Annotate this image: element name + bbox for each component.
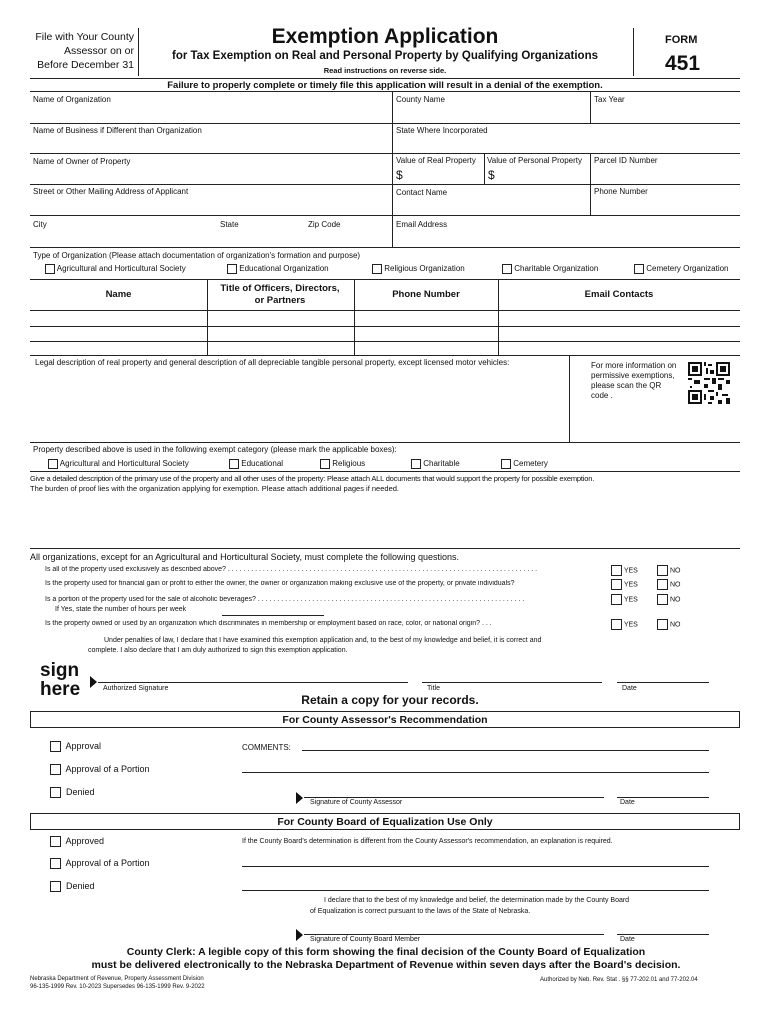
county-name-field[interactable]: County Name [396, 95, 445, 104]
hours-per-week-label: If Yes, state the number of hours per week [55, 606, 187, 613]
file-with-line1: File with Your County [35, 31, 134, 43]
board-explanation-line-2[interactable] [242, 890, 709, 891]
checkbox[interactable] [657, 579, 668, 590]
q1-no[interactable]: NO [657, 565, 680, 576]
declaration-text: Under penalties of law, I declare that I have examined this exemption application and, to the best of my knowledge and belief, it is correct and complete. I also declare that I am duly authorized to sign this exemption application. [88, 637, 542, 654]
board-signature-line[interactable] [304, 934, 604, 935]
org-type-agricultural[interactable]: Agricultural and Horticultural Society [45, 264, 186, 274]
exempt-category-label: Property described above is used in the following exempt category (please mark the applicable boxes): [33, 445, 397, 454]
q4-yes[interactable]: YES [611, 619, 638, 630]
checkbox[interactable] [227, 264, 237, 274]
assessor-heading: For County Assessor's Recommendation [30, 711, 740, 728]
officers-col-phone: Phone Number [392, 289, 460, 300]
header-divider-right [633, 28, 634, 76]
value-personal-field[interactable]: Value of Personal Property [487, 156, 583, 165]
officers-col-email: Email Contacts [584, 289, 654, 300]
checkbox[interactable] [50, 741, 61, 752]
org-type-educational[interactable]: Educational Organization [227, 264, 329, 274]
header-divider-left [138, 28, 139, 76]
page-title: Exemption Application [271, 25, 499, 48]
checkbox[interactable] [501, 459, 511, 469]
category-charitable[interactable]: Charitable [411, 459, 460, 469]
value-personal-dollar: $ [488, 168, 495, 182]
authorized-signature-label: Authorized Signature [103, 685, 169, 692]
org-type-cemetery[interactable]: Cemetery Organization [634, 264, 729, 274]
footer-authority: Authorized by Neb. Rev. Stat . §§ 77-202.01 and 77-202.04 [540, 977, 698, 983]
checkbox[interactable] [611, 594, 622, 605]
checkbox[interactable] [657, 565, 668, 576]
page-subtitle: for Tax Exemption on Real and Personal Property by Qualifying Organizations [171, 50, 598, 62]
checkbox[interactable] [50, 836, 61, 847]
checkbox[interactable] [50, 764, 61, 775]
checkbox[interactable] [45, 264, 55, 274]
board-date-line[interactable] [617, 934, 709, 935]
board-denied[interactable]: Denied [50, 881, 95, 892]
checkbox[interactable] [657, 619, 668, 630]
sign-date-line[interactable] [617, 682, 709, 683]
title-line[interactable] [422, 682, 602, 683]
checkbox[interactable] [229, 459, 239, 469]
footer-dept: Nebraska Department of Revenue, Property Assessment Division [30, 976, 204, 982]
footer-revision: 96-135-1999 Rev. 10-2023 Supersedes 96-135-1999 Rev. 9-2022 [30, 984, 205, 990]
category-agricultural[interactable]: Agricultural and Horticultural Society [48, 459, 189, 469]
form-label: FORM [665, 34, 698, 46]
sign-label: sign here [40, 660, 81, 700]
checkbox[interactable] [611, 579, 622, 590]
retain-copy-note: Retain a copy for your records. [301, 693, 479, 707]
email-address-field[interactable]: Email Address [396, 220, 448, 229]
assessor-approval[interactable]: Approval [50, 741, 101, 752]
assessor-signature-line[interactable] [304, 797, 604, 798]
question-4: Is the property owned or used by an organization which discriminates in membership or employment based on race, color, or national origin? . . . [45, 620, 492, 627]
board-heading: For County Board of Equalization Use Only [30, 813, 740, 830]
question-2: Is the property used for financial gain or profit to either the owner, the owner or organization making exclusive use of the property, or private individuals? [45, 580, 515, 587]
board-approved[interactable]: Approved [50, 836, 104, 847]
legal-description-field[interactable]: Legal description of real property and general description of all depreciable tangible personal property, except licensed motor vehicles: [35, 358, 510, 367]
checkbox[interactable] [50, 858, 61, 869]
board-explanation-line-1[interactable] [242, 866, 709, 867]
officers-col-title: Title of Officers, Directors, or Partners [220, 283, 340, 306]
county-clerk-notice: County Clerk: A legible copy of this form showing the final decision of the County Board of Equalization must be delivered electronically to the Nebraska Department of Revenue within seven days after the Board's decision. [91, 946, 681, 971]
q3-no[interactable]: NO [657, 594, 680, 605]
hours-per-week-input[interactable] [222, 615, 324, 616]
street-address-field[interactable]: Street or Other Mailing Address of Applicant [33, 187, 189, 196]
assessor-arrow-icon [296, 792, 303, 804]
file-with-line2: Assessor on or [63, 45, 134, 57]
question-3: Is a portion of the property used for the sale of alcoholic beverages? . . . . . . . . . . . . . . . . . . . . . . . . . . . . . . . . . . . . . . . . . . . . . . . . . . . . . . . . . . . . . . . . . . . . . [45, 596, 525, 603]
category-religious[interactable]: Religious [320, 459, 365, 469]
assessor-denied[interactable]: Denied [50, 787, 95, 798]
q2-no[interactable]: NO [657, 579, 680, 590]
sign-arrow-icon [90, 676, 97, 688]
file-with-note [30, 30, 134, 72]
org-name-field[interactable]: Name of Organization [33, 95, 111, 104]
assessor-comments-label: COMMENTS: [242, 743, 291, 752]
q1-yes[interactable]: YES [611, 565, 638, 576]
question-1: Is all of the property used exclusively as described above? . . . . . . . . . . . . . . . . . . . . . . . . . . . . . . . . . . . . . . . . . . . . . . . . . . . . . . . . . . . . . . . . . . . . . . . . . . . . . . . . [45, 566, 538, 573]
checkbox[interactable] [48, 459, 58, 469]
owner-name-field[interactable]: Name of Owner of Property [33, 157, 131, 166]
checkbox[interactable] [657, 594, 668, 605]
business-name-field[interactable]: Name of Business if Different than Organization [33, 126, 202, 135]
sign-date-label: Date [622, 685, 637, 692]
officers-col-name: Name [105, 289, 132, 300]
org-type-religious[interactable]: Religious Organization [372, 264, 465, 274]
assessor-date-label: Date [620, 799, 635, 806]
authorized-signature-line[interactable] [98, 682, 408, 683]
board-declaration: I declare that to the best of my knowledge and belief, the determination made by the County Board of Equalization is correct pursuant to the laws of the State of Nebraska. [310, 897, 630, 915]
title-label: Title [427, 685, 440, 692]
read-instructions: Read instructions on reverse side. [323, 66, 447, 75]
assessor-comments-line-1[interactable] [302, 750, 709, 751]
checkbox[interactable] [502, 264, 512, 274]
assessor-date-line[interactable] [617, 797, 709, 798]
value-real-field[interactable]: Value of Real Property [396, 156, 476, 165]
checkbox[interactable] [50, 881, 61, 892]
use-description-field[interactable]: Give a detailed description of the primary use of the property and all other uses of the property: Please attach ALL documents that would support the property for possible exemption. The burden of proof lies with the organization applying for exemption. Please attach additional pages if needed. [30, 474, 595, 493]
file-with-line3: Before December 31 [37, 59, 134, 71]
qr-code-icon[interactable] [688, 361, 730, 405]
state-field[interactable]: State [220, 220, 239, 229]
org-type-charitable[interactable]: Charitable Organization [502, 264, 598, 274]
checkbox[interactable] [611, 565, 622, 576]
questions-intro: All organizations, except for an Agricultural and Horticultural Society, must complete the following questions. [30, 552, 460, 562]
form-number: 451 [665, 52, 701, 75]
parcel-id-field[interactable]: Parcel ID Number [594, 156, 658, 165]
assessor-comments-line-2[interactable] [242, 772, 709, 773]
board-signature-label: Signature of County Board Member [310, 936, 421, 943]
checkbox[interactable] [634, 264, 644, 274]
assessor-approval-portion[interactable]: Approval of a Portion [50, 764, 150, 775]
board-date-label: Date [620, 936, 635, 943]
checkbox[interactable] [611, 619, 622, 630]
q2-yes[interactable]: YES [611, 579, 638, 590]
category-cemetery[interactable]: Cemetery [501, 459, 548, 469]
qr-note: For more information on permissive exemptions, please scan the QR code . [591, 361, 677, 400]
assessor-signature-label: Signature of County Assessor [310, 799, 403, 806]
board-arrow-icon [296, 929, 303, 941]
contact-name-field[interactable]: Contact Name [396, 188, 448, 197]
org-type-label: Type of Organization (Please attach documentation of organization's formation and purpose) [33, 251, 361, 260]
q4-no[interactable]: NO [657, 619, 680, 630]
board-approval-portion[interactable]: Approval of a Portion [50, 858, 150, 869]
city-field[interactable]: City [33, 220, 47, 229]
q3-yes[interactable]: YES [611, 594, 638, 605]
checkbox[interactable] [320, 459, 330, 469]
failure-warning: Failure to properly complete or timely file this application will result in a denial of the exemption. [167, 80, 603, 91]
state-incorporated-field[interactable]: State Where Incorporated [396, 126, 488, 135]
checkbox[interactable] [50, 787, 61, 798]
checkbox[interactable] [411, 459, 421, 469]
board-explanation-note: If the County Board's determination is different from the County Assessor's recommendation, an explanation is required. [242, 838, 613, 845]
tax-year-field[interactable]: Tax Year [594, 95, 625, 104]
checkbox[interactable] [372, 264, 382, 274]
phone-number-field[interactable]: Phone Number [594, 187, 648, 196]
zip-code-field[interactable]: Zip Code [308, 220, 341, 229]
category-educational[interactable]: Educational [229, 459, 283, 469]
header-rule [30, 78, 740, 79]
value-real-dollar: $ [396, 168, 403, 182]
